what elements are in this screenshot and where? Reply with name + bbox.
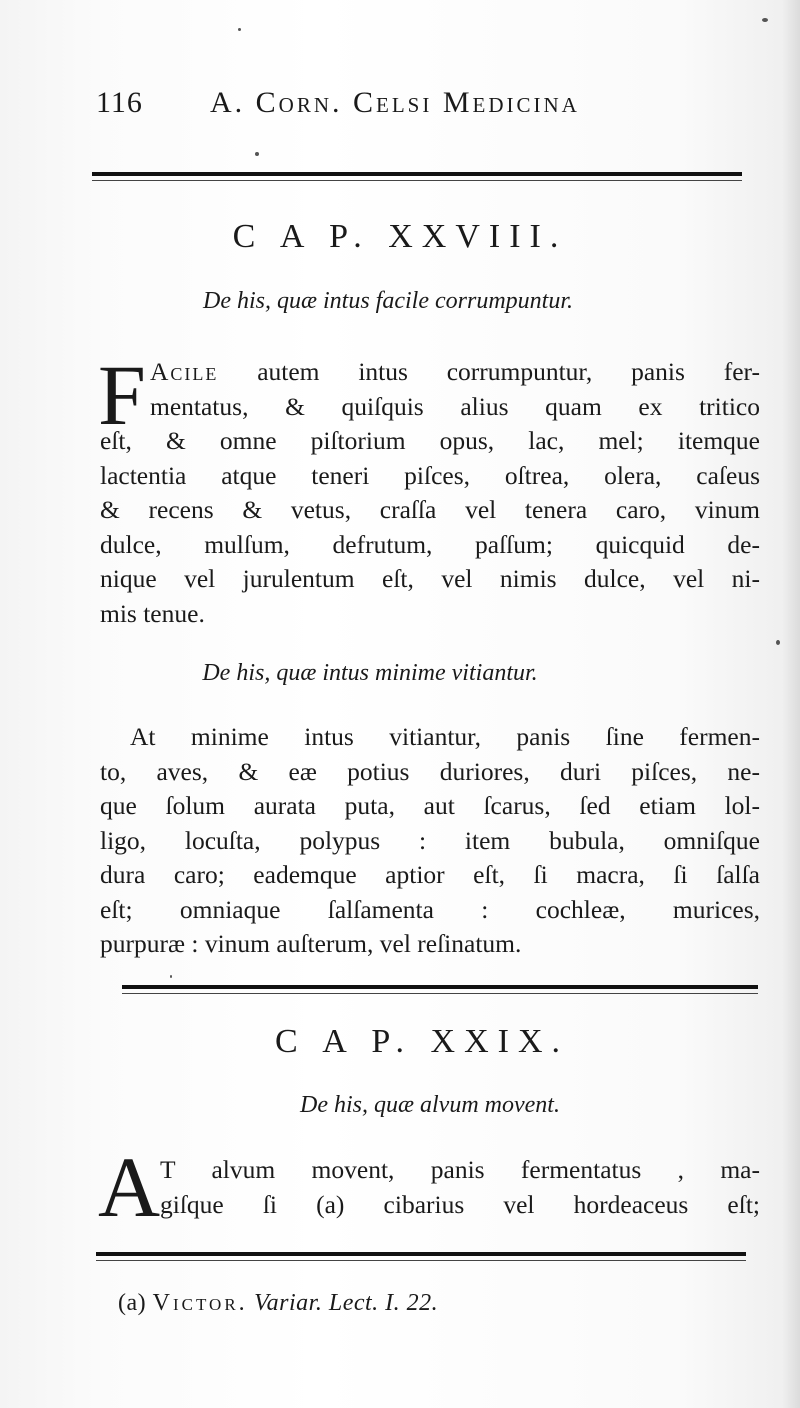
running-title: A. Corn. Celsi Medicina <box>210 86 580 119</box>
text-line: ligo, locuſta, polypus : item bubula, omniſque <box>100 825 760 855</box>
section-rule <box>122 985 758 989</box>
chapter-heading-29: C A P. XXIX. <box>274 1023 570 1060</box>
text-line: Acile autem intus corrumpuntur, panis fer- <box>150 357 760 386</box>
drop-cap-a: A <box>98 1139 161 1235</box>
paragraph-29 <box>160 1153 760 1222</box>
text-line: lactentia atque teneri piſces, oſtrea, olera, caſeus <box>100 460 760 490</box>
paper-speck <box>238 28 241 31</box>
footnote-rule <box>96 1252 746 1256</box>
paper-speck <box>255 152 259 156</box>
text-line: eſt; omniaque ſalſamenta : cochleæ, murices, <box>100 894 760 924</box>
chapter-heading-28: C A P. XXVIII. <box>232 218 568 255</box>
header-rule <box>92 172 742 176</box>
text-line: mis tenue. <box>100 598 205 628</box>
drop-cap-f: F <box>98 347 146 443</box>
text-line: & recens & vetus, craſſa vel tenera caro, vinum <box>100 495 760 524</box>
page-edge-shadow <box>782 0 800 1408</box>
text-line: nique vel jurulentum eſt, vel nimis dulce, vel ni- <box>100 564 760 593</box>
section-rule-thin <box>122 993 758 994</box>
text-line: que ſolum aurata puta, aut ſcarus, ſed etiam lol- <box>100 791 760 820</box>
footnote-marker: (a) <box>118 1290 147 1316</box>
footnote <box>118 1290 438 1317</box>
header-rule-thin <box>92 180 742 181</box>
text-line: giſque ſi (a) cibarius vel hordeaceus eſt; <box>160 1189 760 1219</box>
footnote-author: Victor. <box>152 1290 248 1316</box>
chapter-subhead-28: De his, quæ intus facile corrumpuntur. <box>203 288 573 314</box>
text-line: At minime intus vitiantur, panis ſine fermen- <box>130 722 760 751</box>
chapter-subhead-29: De his, quæ alvum movent. <box>300 1092 560 1118</box>
text-line: purpuræ : vinum auſterum, vel reſinatum. <box>100 929 522 958</box>
paragraph-28-minime <box>100 720 760 962</box>
footnote-reference: Variar. Lect. I. 22. <box>254 1290 439 1316</box>
paper-speck <box>776 640 780 645</box>
text-line: T alvum movent, panis fermentatus , ma- <box>160 1155 760 1184</box>
text-line: dura caro; eademque aptior eſt, ſi macra, ſi ſalſa <box>100 860 760 889</box>
text-line: dulce, mulſum, defrutum, paſſum; quicquid de- <box>100 529 760 559</box>
text-line: mentatus, & quiſquis alius quam ex tritico <box>150 391 760 421</box>
paragraph-28-body <box>100 424 760 631</box>
text-line: to, aves, & eæ potius duriores, duri piſces, ne- <box>100 756 760 786</box>
paper-speck <box>170 975 172 978</box>
text-line: eſt, & omne piſtorium opus, lac, mel; itemque <box>100 426 760 455</box>
paper-speck <box>762 18 768 22</box>
paragraph-28-first-lines <box>150 355 760 424</box>
page-number: 116 <box>96 86 143 119</box>
section-subhead-minime: De his, quæ intus minime vitiantur. <box>202 660 538 686</box>
footnote-rule-thin <box>96 1260 746 1261</box>
